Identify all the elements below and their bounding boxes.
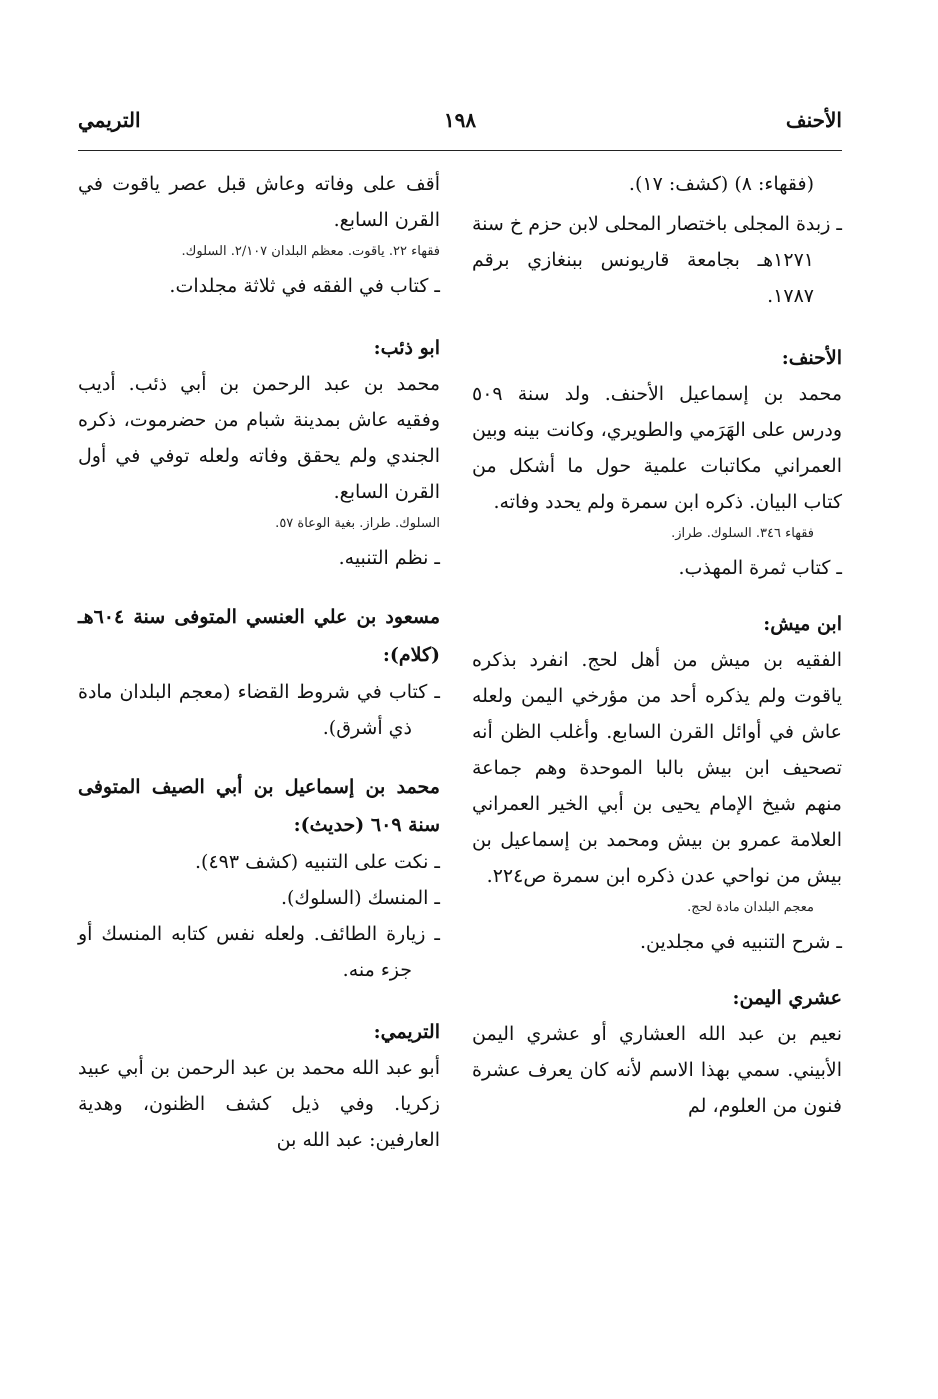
list-item: ـ كتاب ثمرة المهذب. (678, 557, 842, 579)
list-item: ـ شرح التنبيه في مجلدين. (640, 931, 842, 953)
page-number: ١٩٨ (443, 108, 477, 132)
entry-text: محمد بن عبد الرحمن بن أبي ذئب. أديب وفقيه عاش بمدينة شبام من حضرموت، ذكره الجندي ولم يحقق وفاته ولعله توفي في أول القرن السابع. (78, 373, 440, 503)
list-item: ـ كتاب في شروط القضاء (معجم البلدان مادة ذي أشرق). (78, 681, 440, 739)
right-column (472, 166, 842, 1124)
continued-text: أقف على وفاته وعاش قبل عصر ياقوت في القرن السابع. (78, 173, 440, 231)
list-item: ـ زيارة الطائف. ولعله نفس كتابه المنسك أو جزء منه. (78, 923, 440, 981)
left-column (78, 166, 440, 1158)
entry-text: الفقيه بن ميش من أهل لحج. انفرد بذكره ياقوت ولم يذكره أحد من مؤرخي اليمن ولعله عاش في أوائل القرن السابع. وأغلب الظن أنه تصحيف ابن بيش بالبا الموحدة وهم جماعة منهم شيخ الإمام يحيى بن أبي الخير العمراني العلامة عمرو بن بيش ومحمد بن إسماعيل بن بيش من نواحي عدن ذكره ابن سمرة ص٢٢٤. (472, 649, 842, 887)
entry-text: محمد بن إسماعيل الأحنف. ولد سنة ٥٠٩ ودرس على الهَرَمي والطويري، وكانت بينه وبين العمراني مكاتبات علمية حول ما أشكل من كتاب البيان. ذكره ابن سمرة ولم يحدد وفاته. (472, 383, 842, 513)
entry-heading: عشري اليمن: (732, 987, 842, 1009)
entry-heading: الأحنف: (781, 347, 842, 369)
header-right-title: الأحنف (785, 108, 842, 132)
list-item: ـ كتاب في الفقه في ثلاثة مجلدات. (169, 275, 440, 297)
entry-sources: معجم البلدان مادة لحج. (687, 900, 814, 915)
list-item: ـ زبدة المجلى باختصار المحلى لابن حزم خ سنة ١٢٧١هـ بجامعة قاريونس ببنغازي برقم ١٧٨٧. (472, 213, 842, 307)
list-item: ـ المنسك (السلوك). (280, 887, 440, 909)
entry-text: أبو عبد الله محمد بن عبد الرحمن بن أبي عبيد زكريا. وفي ذيل كشف الظنون، وهدية العارفين: عبد الله بن (78, 1057, 440, 1151)
continued-text: (فقهاء: ٨) (كشف: ١٧). (628, 173, 814, 195)
entry-heading: مسعود بن علي العنسي المتوفى سنة ٦٠٤هـ (كلام): (78, 606, 440, 666)
entry-text: نعيم بن عبد الله العشاري أو عشري اليمن الأبيني. سمي بهذا الاسم لأنه كان يعرف عشرة فنون من العلوم، لم (472, 1023, 842, 1117)
entry-heading: ابن ميش: (763, 613, 842, 635)
entry-sources: فقهاء ٣٤٦. السلوك. طراز. (671, 526, 814, 541)
running-header (78, 108, 842, 148)
entry-heading: محمد بن إسماعيل بن أبي الصيف المتوفى سنة ٦٠٩ (حديث): (78, 776, 440, 836)
entry-heading: ابو ذئب: (373, 337, 440, 359)
entry-heading: التريمي: (373, 1021, 440, 1043)
list-item: ـ نكت على التنبيه (كشف ٤٩٣). (194, 851, 440, 873)
header-rule (78, 150, 842, 151)
entry-sources: السلوك. طراز. بغية الوعاة ٥٧. (275, 516, 440, 531)
header-left-title: التريمي (78, 108, 141, 132)
entry-sources: فقهاء ٢٢. ياقوت. معظم البلدان ٢/١٠٧. السلوك. (181, 244, 440, 259)
list-item: ـ نظم التنبيه. (338, 547, 440, 569)
